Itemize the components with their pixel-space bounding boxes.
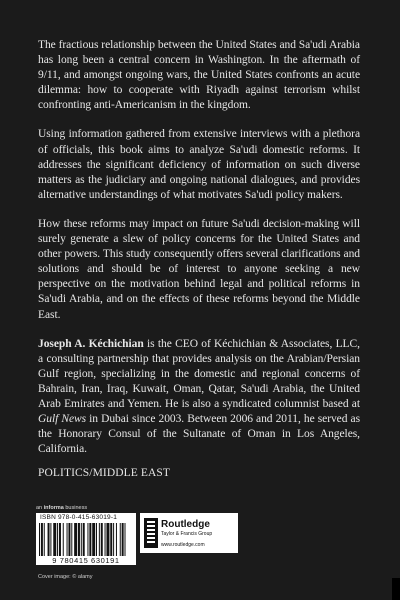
bio-publication: Gulf News xyxy=(38,413,87,426)
author-name: Joseph A. Kéchichian xyxy=(38,337,144,350)
author-bio xyxy=(38,337,360,458)
isbn-number: ISBN 978-0-415-63019-1 xyxy=(40,514,118,521)
publisher-group: Taylor & Francis Group xyxy=(161,531,213,537)
routledge-logo-icon xyxy=(144,518,158,548)
informa-suffix: business xyxy=(63,505,88,511)
informa-brand: informa xyxy=(43,505,64,511)
cover-image-credit: Cover image: © alamy xyxy=(38,574,93,580)
blurb-paragraph-3: How these reforms may impact on future Sa'udi decision-making will surely generate a slew of policy concerns for the United States and other powers. This study consequently offers several clarifications and solutions and should be of interest to anyone seeking a new perspective on the motivation behind legal and political reforms in Sa'udi Arabia, and on the effects of these reforms beyond the Middle East. xyxy=(38,217,360,321)
subject-category: POLITICS/MIDDLE EAST xyxy=(38,467,171,479)
bio-text-1: is the CEO of Kéchichian & Associates, LLC, a consulting partnership that provides analysis on the Arabian/Persian Gulf region, specializing in the domestic and regional concerns of Bahrain, Iran, Iraq, Kuwait, Oman, Qatar, Sa'udi Arabia, the United Arab Emirates and Yemen. He is also a syndicated columnist based at xyxy=(38,337,360,410)
bio-text-2: in Dubai since 2003. Between 2006 and 2011, he served as the Honorary Consul of the Sultanate of Oman in Los Angeles, California. xyxy=(38,413,361,456)
informa-business-mark xyxy=(36,505,87,511)
blurb-paragraph-2: Using information gathered from extensive interviews with a plethora of officials, this book aims to analyze Sa'udi domestic reforms. It addresses the significant deficiency of information on such diverse matters as the judiciary and ongoing national dialogues, and provides alternative understandings of what motivates Sa'udi policy makers. xyxy=(38,128,360,201)
edge-shadow xyxy=(392,578,400,600)
blurb xyxy=(38,38,360,471)
barcode-label xyxy=(36,513,136,565)
barcode-icon xyxy=(39,523,133,556)
publisher-label xyxy=(140,513,238,553)
informa-prefix: an xyxy=(36,505,44,511)
blurb-paragraph-1: The fractious relationship between the United States and Sa'udi Arabia has long been a central concern in Washington. In the aftermath of 9/11, and amongst ongoing wars, the United States confronts an acute dilemma: how to cooperate with Riyadh against terrorism whilst confronting anti-Americanism in the kingdom. xyxy=(38,39,360,112)
ean-number: 9 780415 630191 xyxy=(52,556,120,565)
publisher-url: www.routledge.com xyxy=(161,542,205,548)
publisher-name: Routledge xyxy=(161,519,210,530)
